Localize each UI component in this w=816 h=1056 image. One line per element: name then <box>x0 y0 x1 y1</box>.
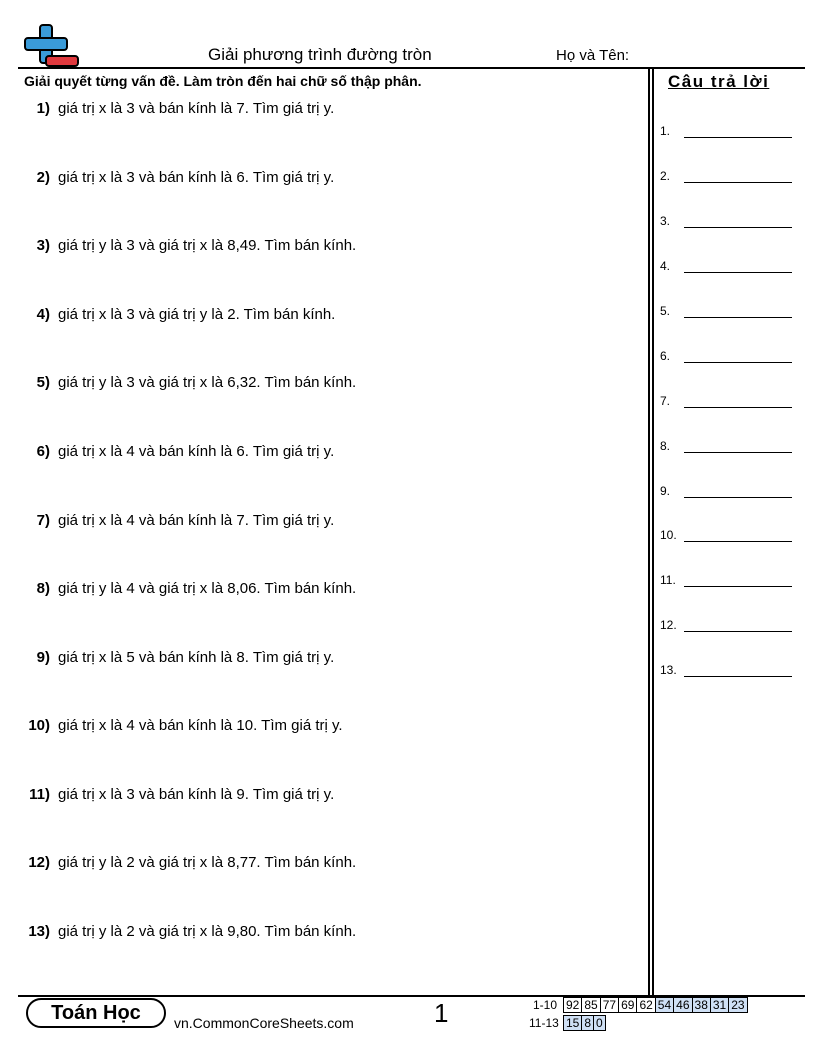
problem-number: 12) <box>28 854 50 871</box>
problem-number: 3) <box>36 237 50 254</box>
problem-text: giá trị y là 4 và giá trị x là 8,06. Tìm bán kính. <box>58 580 357 597</box>
answer-line <box>684 362 792 363</box>
problem-text: giá trị x là 4 và bán kính là 7. Tìm giá trị y. <box>58 512 335 529</box>
answer-label: 11. <box>660 573 676 587</box>
answer-blank[interactable] <box>660 214 800 230</box>
score-key-row <box>563 1015 606 1031</box>
answers-title: Câu trả lời <box>668 72 770 91</box>
answer-line <box>684 227 792 228</box>
problem-text: giá trị y là 2 và giá trị x là 8,77. Tìm bán kính. <box>58 854 357 871</box>
score-key-cell: 54 <box>655 998 673 1013</box>
answer-blank[interactable] <box>660 439 800 455</box>
answer-line <box>684 631 792 632</box>
logo-plus-minus-icon <box>22 24 80 68</box>
problem-text: giá trị x là 3 và giá trị y là 2. Tìm bán kính. <box>58 306 336 323</box>
problem-number: 4) <box>36 306 50 323</box>
answer-line <box>684 676 792 677</box>
problem-item <box>20 854 640 871</box>
score-key-cell: 23 <box>729 998 747 1013</box>
problem-text: giá trị x là 3 và bán kính là 9. Tìm giá trị y. <box>58 786 335 803</box>
score-key-cell: 77 <box>600 998 618 1013</box>
problem-number: 8) <box>36 580 50 597</box>
score-key-row <box>563 997 748 1013</box>
answer-blank[interactable] <box>660 394 800 410</box>
answer-column-divider <box>648 68 650 996</box>
problem-number: 10) <box>28 717 50 734</box>
answer-line <box>684 452 792 453</box>
problem-number: 13) <box>28 923 50 940</box>
score-key-label: 11-13 <box>529 1016 559 1030</box>
answer-column-divider-double <box>652 68 654 996</box>
student-name-label: Họ và Tên: <box>556 47 630 64</box>
score-key-cell: 15 <box>564 1016 582 1031</box>
answer-line <box>684 272 792 273</box>
score-key-label: 1-10 <box>533 998 558 1012</box>
answer-label: 9. <box>660 484 671 498</box>
problem-number: 2) <box>36 169 50 186</box>
answer-label: 10. <box>660 528 677 542</box>
answer-line <box>684 497 792 498</box>
problem-item <box>20 374 640 391</box>
problem-number: 9) <box>36 649 50 666</box>
problem-text: giá trị y là 2 và giá trị x là 9,80. Tìm bán kính. <box>58 923 357 940</box>
problem-item <box>20 786 640 803</box>
answer-blank[interactable] <box>660 484 800 500</box>
problem-text: giá trị y là 3 và giá trị x là 6,32. Tìm bán kính. <box>58 374 357 391</box>
answer-blank[interactable] <box>660 349 800 365</box>
problem-text: giá trị x là 5 và bán kính là 8. Tìm giá trị y. <box>58 649 335 666</box>
score-key-cell: 69 <box>619 998 637 1013</box>
problem-item <box>20 169 640 186</box>
problem-text: giá trị x là 3 và bán kính là 7. Tìm giá trị y. <box>58 100 335 117</box>
answer-blank[interactable] <box>660 259 800 275</box>
problem-text: giá trị y là 3 và giá trị x là 8,49. Tìm bán kính. <box>58 237 357 254</box>
problem-item <box>20 443 640 460</box>
answer-label: 2. <box>660 169 671 183</box>
score-key-cell: 38 <box>692 998 710 1013</box>
worksheet-title: Giải phương trình đường tròn <box>208 45 432 64</box>
answer-blank[interactable] <box>660 124 800 140</box>
answer-label: 6. <box>660 349 671 363</box>
answer-blank[interactable] <box>660 618 800 634</box>
answer-line <box>684 137 792 138</box>
score-key-cell: 31 <box>710 998 728 1013</box>
score-key-cell: 46 <box>674 998 692 1013</box>
score-key-cell: 8 <box>582 1016 594 1031</box>
score-key-cell: 85 <box>582 998 600 1013</box>
problem-number: 5) <box>36 374 50 391</box>
site-url: vn.CommonCoreSheets.com <box>174 1015 354 1031</box>
problem-number: 1) <box>36 100 50 117</box>
problem-text: giá trị x là 4 và bán kính là 10. Tìm giá trị y. <box>58 717 343 734</box>
answer-line <box>684 182 792 183</box>
answer-line <box>684 317 792 318</box>
problem-item <box>20 512 640 529</box>
problem-item <box>20 649 640 666</box>
answer-blank[interactable] <box>660 169 800 185</box>
problem-item <box>20 306 640 323</box>
problem-number: 11) <box>29 786 50 803</box>
answer-label: 8. <box>660 439 671 453</box>
problem-item <box>20 100 640 117</box>
problem-item <box>20 237 640 254</box>
answer-label: 3. <box>660 214 671 228</box>
score-key-cell: 62 <box>637 998 655 1013</box>
instructions: Giải quyết từng vấn đề. Làm tròn đến hai chữ số thập phân. <box>24 73 422 89</box>
answer-blank[interactable] <box>660 528 800 544</box>
answer-line <box>684 541 792 542</box>
problem-text: giá trị x là 3 và bán kính là 6. Tìm giá trị y. <box>58 169 335 186</box>
problem-number: 7) <box>36 512 50 529</box>
answer-label: 7. <box>660 394 671 408</box>
problem-item <box>20 923 640 940</box>
answer-blank[interactable] <box>660 663 800 679</box>
page-number: 1 <box>434 998 449 1028</box>
score-key-cell: 92 <box>564 998 582 1013</box>
answer-line <box>684 586 792 587</box>
answer-blank[interactable] <box>660 573 800 589</box>
answer-line <box>684 407 792 408</box>
answer-blank[interactable] <box>660 304 800 320</box>
answer-label: 5. <box>660 304 671 318</box>
problem-item <box>20 580 640 597</box>
problem-item <box>20 717 640 734</box>
problem-number: 6) <box>36 443 50 460</box>
answer-label: 1. <box>660 124 671 138</box>
answer-label: 13. <box>660 663 677 677</box>
problem-text: giá trị x là 4 và bán kính là 6. Tìm giá trị y. <box>58 443 335 460</box>
header-divider <box>18 67 805 69</box>
answer-label: 12. <box>660 618 677 632</box>
answer-label: 4. <box>660 259 671 273</box>
score-key-cell: 0 <box>594 1016 606 1031</box>
brand-badge: Toán Học <box>26 998 166 1028</box>
